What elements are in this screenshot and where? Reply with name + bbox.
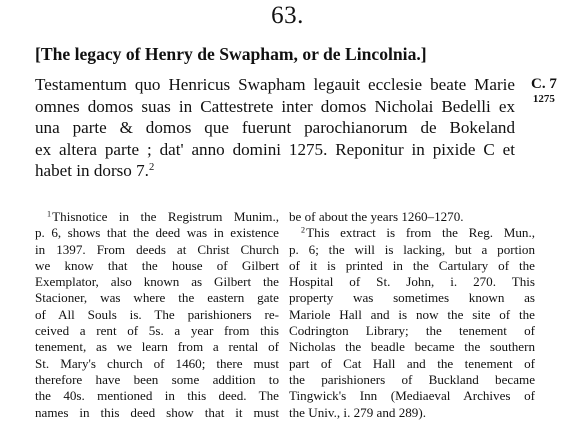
footnote-number: 2 — [301, 225, 306, 235]
footnote-line: Mariole Hall and is now the site of the — [289, 306, 535, 322]
main-text-line: omnes domos suas in Cattestrete inter domos Nicholai Bedelli ex — [35, 96, 515, 116]
footnote-line: property was sometimes known as — [289, 290, 535, 306]
footnote-left-column — [35, 209, 279, 421]
footnote-line: the Univ., i. 279 and 289). — [289, 404, 426, 420]
footnote-line: Exemplator, also known as Gilbert the — [35, 274, 279, 290]
footnote-line: ceived a rent of 5s. a year from this — [35, 323, 279, 339]
footnote-line: be of about the years 1260–1270. — [289, 209, 464, 224]
footnote-line: of All Souls is. The parishioners re- — [35, 306, 279, 322]
footnote-line: of it is printed in the Cartulary of the — [289, 257, 535, 273]
footnote-line: names in this deed show that it must — [35, 404, 279, 420]
footnote-line: St. Mary's church of 1460; there must — [35, 355, 279, 371]
margin-note-year: 1275 — [532, 93, 555, 105]
footnote-line: therefore have been some addition to — [35, 371, 279, 387]
footnote-line: the parishioners of Buckland became — [289, 371, 535, 387]
footnote-marker: 2 — [148, 162, 155, 174]
footnote-line: Stacioner, was where the eastern gate — [35, 290, 279, 306]
footnote-line: $^1$ Thisnotice in the Registrum Munim., — [47, 209, 279, 224]
main-text-last-line — [35, 160, 515, 182]
main-text-line: una parte & domos que fuerunt parochianorum de Bokeland — [35, 118, 515, 138]
main-text-line: ex altera parte ; dat' anno domini 1275. Reponitur in pixide C et — [35, 139, 515, 159]
footnote-right-column — [289, 209, 535, 421]
footnote-line: in 1397. From deeds at Christ Church — [35, 241, 279, 257]
footnote-line: p. 6; the will is lacking, but a portion — [289, 241, 535, 257]
footnote-line: we know that the house of Gilbert — [35, 257, 279, 273]
footnote-line: Tingwick's Inn (Mediaeval Archives of — [289, 388, 535, 404]
footnote-line: Nicholas the beadle became the southern — [289, 339, 535, 355]
document-heading: [The legacy of Henry de Swapham, or de Lincolnia.] — [35, 44, 427, 64]
margin-note — [531, 77, 557, 105]
footnote-line: Hospital of St. John, i. 270. This — [289, 274, 535, 290]
main-text — [35, 74, 515, 182]
footnote-number: 1 — [47, 209, 52, 219]
footnote-line: $^2$ This extract is from the Reg. Mun., — [301, 225, 535, 241]
footnote-line: Codrington Library; the tenement of — [289, 323, 535, 339]
main-text-line: habet in dorso 7. — [35, 161, 149, 181]
page-number: 63. — [271, 2, 304, 29]
footnote-line: the 40s. mentioned in this deed. The — [35, 388, 279, 404]
main-text-line: Testamentum quo Henricus Swapham legauit ecclesie beate Marie — [35, 75, 515, 94]
footnote-line: tenement, as we learn from a rental of — [35, 339, 279, 355]
footnote-line: part of Cat Hall and the tenement of — [289, 355, 535, 371]
margin-note-reference: C. 7 — [531, 76, 557, 92]
footnote-line: p. 6, shows that the deed was in existence — [35, 225, 279, 241]
